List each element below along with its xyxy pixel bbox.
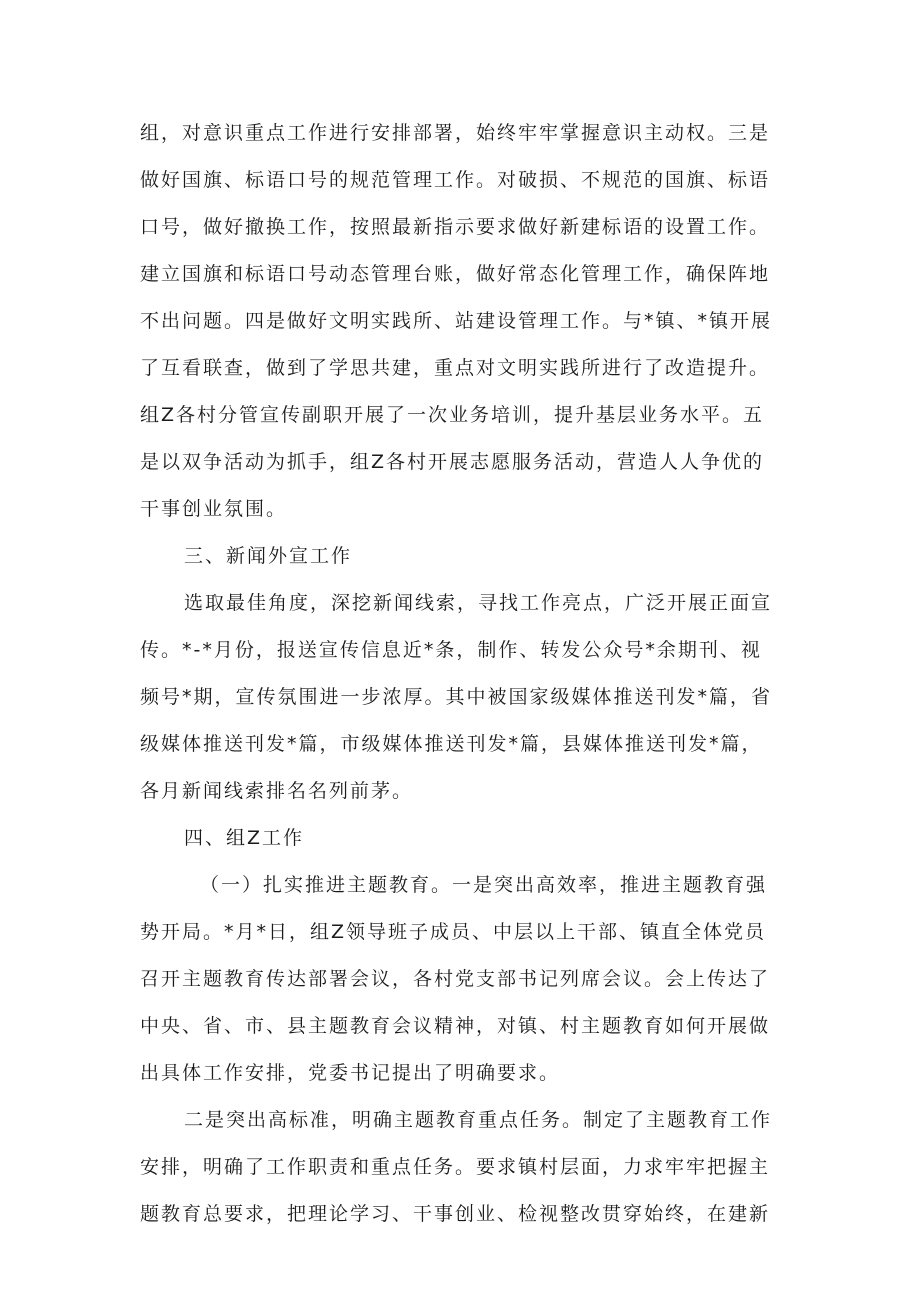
paragraph-line: 题教育总要求，把理论学习、干事创业、检视整改贯穿始终，在建新 [140, 1203, 771, 1225]
subsection-heading: （一）扎实推进主题教育。一是突出高效率，推进主题教育强 [200, 874, 768, 896]
paragraph-line: 选取最佳角度，深挖新闻线索，寻找工作亮点，广泛开展正面宣 [184, 592, 773, 614]
paragraph-line: 了互看联查，做到了学思共建，重点对文明实践所进行了改造提升。 [140, 357, 771, 379]
paragraph-line: 安排，明确了工作职责和重点任务。要求镇村层面，力求牢牢把握主 [140, 1156, 771, 1178]
section-heading-news: 三、新闻外宣工作 [184, 545, 353, 567]
paragraph-line: 不出问题。四是做好文明实践所、站建设管理工作。与*镇、*镇开展 [140, 310, 773, 332]
section-heading-organization: 四、组Z工作 [184, 827, 305, 849]
paragraph-line: 出具体工作安排，党委书记提出了明确要求。 [140, 1062, 561, 1084]
paragraph-line: 中央、省、市、县主题教育会议精神，对镇、村主题教育如何开展做 [140, 1015, 771, 1037]
paragraph-line: 是以双争活动为抓手，组Z各村开展志愿服务活动，营造人人争优的 [140, 451, 765, 473]
paragraph-line: 干事创业氛围。 [140, 498, 288, 520]
paragraph-line: 频号*期，宣传氛围进一步浓厚。其中被国家级媒体推送刊发*篇，省 [140, 686, 773, 708]
paragraph-line: 级媒体推送刊发*篇，市级媒体推送刊发*篇，县媒体推送刊发*篇， [140, 733, 763, 755]
paragraph-line: 各月新闻线索排名名列前茅。 [140, 780, 414, 802]
paragraph-line: 二是突出高标准，明确主题教育重点任务。制定了主题教育工作 [184, 1109, 773, 1131]
paragraph-line: 召开主题教育传达部署会议，各村党支部书记列席会议。会上传达了 [140, 968, 771, 990]
paragraph-line: 势开局。*月*日，组Z领导班子成员、中层以上干部、镇直全体党员 [140, 921, 767, 943]
paragraph-line: 组，对意识重点工作进行安排部署，始终牢牢掌握意识主动权。三是 [140, 122, 771, 144]
paragraph-line: 做好国旗、标语口号的规范管理工作。对破损、不规范的国旗、标语 [140, 169, 771, 191]
paragraph-line: 组Z各村分管宣传副职开展了一次业务培训，提升基层业务水平。五 [140, 404, 765, 426]
paragraph-line: 口号，做好撤换工作，按照最新指示要求做好新建标语的设置工作。 [140, 216, 771, 238]
paragraph-line: 建立国旗和标语口号动态管理台账，做好常态化管理工作，确保阵地 [140, 263, 771, 285]
paragraph-line: 传。*-*月份，报送宣传信息近*条，制作、转发公众号*余期刊、视 [140, 639, 762, 661]
